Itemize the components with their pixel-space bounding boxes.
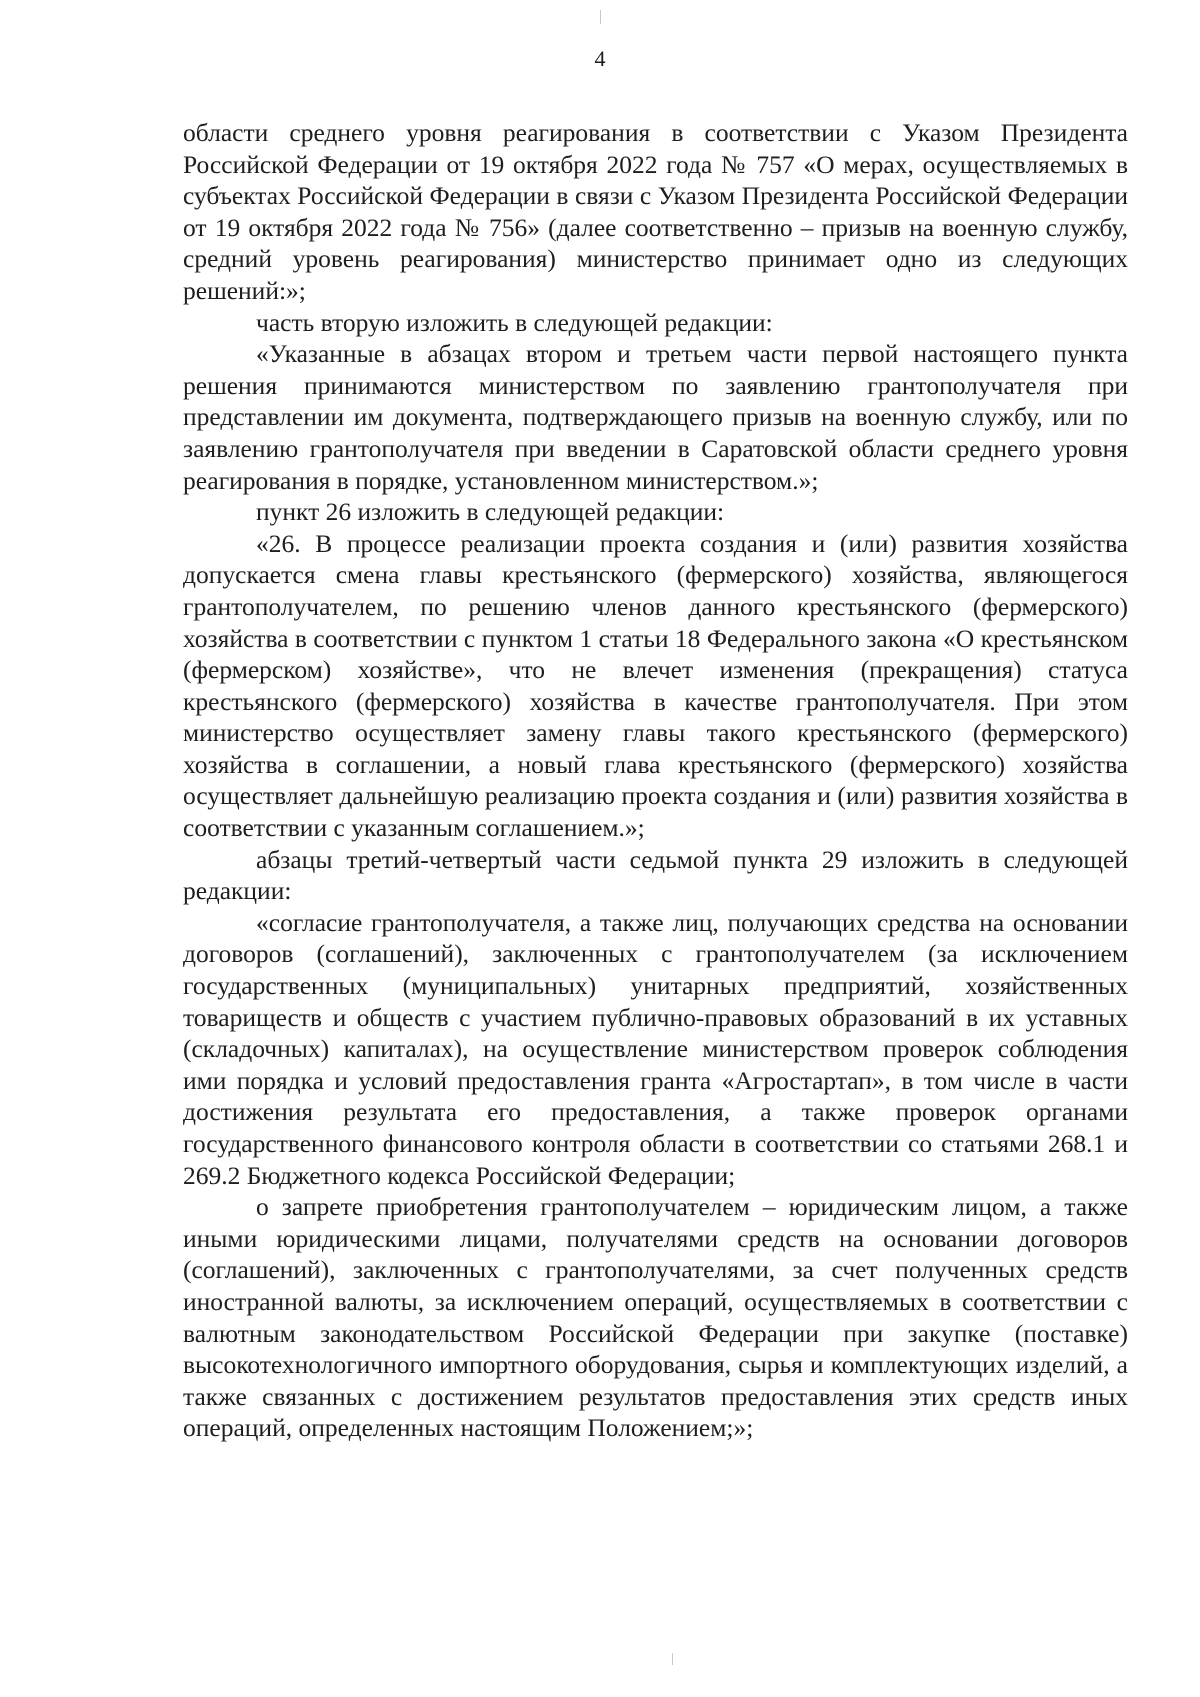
paragraph-4: пункт 26 изложить в следующей редакции: <box>256 497 725 527</box>
paragraph-6: абзацы третий-четвертый части седьмой пункта 29 изложить в следующей редакции: <box>183 844 1128 906</box>
paragraph-3: «Указанные в абзацах втором и третьем части первой настоящего пункта решения принимаются министерством по заявлению грантополучателя при представлении им документа, подтверждающего призыв на военную службу, или по заявлению грантополучателя при введении в Саратовской области среднего уровня реагирования в порядке, установленном министерством.»; <box>183 339 1128 495</box>
paragraph-1: области среднего уровня реагирования в соответствии с Указом Президента Российской Федерации от 19 октября 2022 года № 757 «О мерах, осуществляемых в субъектах Российской Федерации в связи с Указом Президента Российской Федерации от 19 октября 2022 года № 756» (далее соответственно – призыв на военную службу, средний уровень реагирования) министерство принимает одно из следующих решений:»; <box>183 118 1128 305</box>
paragraph-2: часть вторую изложить в следующей редакции: <box>256 307 773 337</box>
paragraph-7: «согласие грантополучателя, а также лиц, получающих средства на основании договоров (соглашений), заключенных с грантополучателем (за исключением государственных (муниципальных) унитарных предприятий, хозяйственных товариществ и обществ с участием публично-правовых образований в их уставных (складочных) капиталах), на осуществление министерством проверок соблюдения ими порядка и условий предоставления гранта «Агростартап», в том числе в части достижения результата его предоставления, а также проверок органами государственного финансового контроля области в соответствии со статьями 268.1 и 269.2 Бюджетного кодекса Российской Федерации; <box>183 907 1128 1190</box>
paragraph-8: о запрете приобретения грантополучателем – юридическим лицом, а также иными юридическими лицами, получателями средств на основании договоров (соглашений), заключенных с грантополучателями, за счет полученных средств иностранной валюты, за исключением операций, осуществляемых в соответствии с валютным законодательством Российской Федерации при закупке (поставке) высокотехнологичного импортного оборудования, сырья и комплектующих изделий, а также связанных с достижением результатов предоставления этих средств иных операций, определенных настоящим Положением;»; <box>183 1192 1128 1443</box>
paragraph-5: «26. В процессе реализации проекта создания и (или) развития хозяйства допускается смена главы крестьянского (фермерского) хозяйства, являющегося грантополучателем, по решению членов данного крестьянского (фермерского) хозяйства в соответствии с пунктом 1 статьи 18 Федерального закона «О крестьянском (фермерском) хозяйстве», что не влечет изменения (прекращения) статуса крестьянского (фермерского) хозяйства в качестве грантополучателя. При этом министерство осуществляет замену главы такого крестьянского (фермерского) хозяйства в соглашении, а новый глава крестьянского (фермерского) хозяйства осуществляет дальнейшую реализацию проекта создания и (или) развития хозяйства в соответствии с указанным соглашением.»; <box>183 528 1128 843</box>
scan-mark-bottom <box>672 1653 673 1665</box>
scan-mark-top <box>600 10 601 24</box>
document-body <box>183 117 1128 1444</box>
page-number: 4 <box>594 46 606 71</box>
